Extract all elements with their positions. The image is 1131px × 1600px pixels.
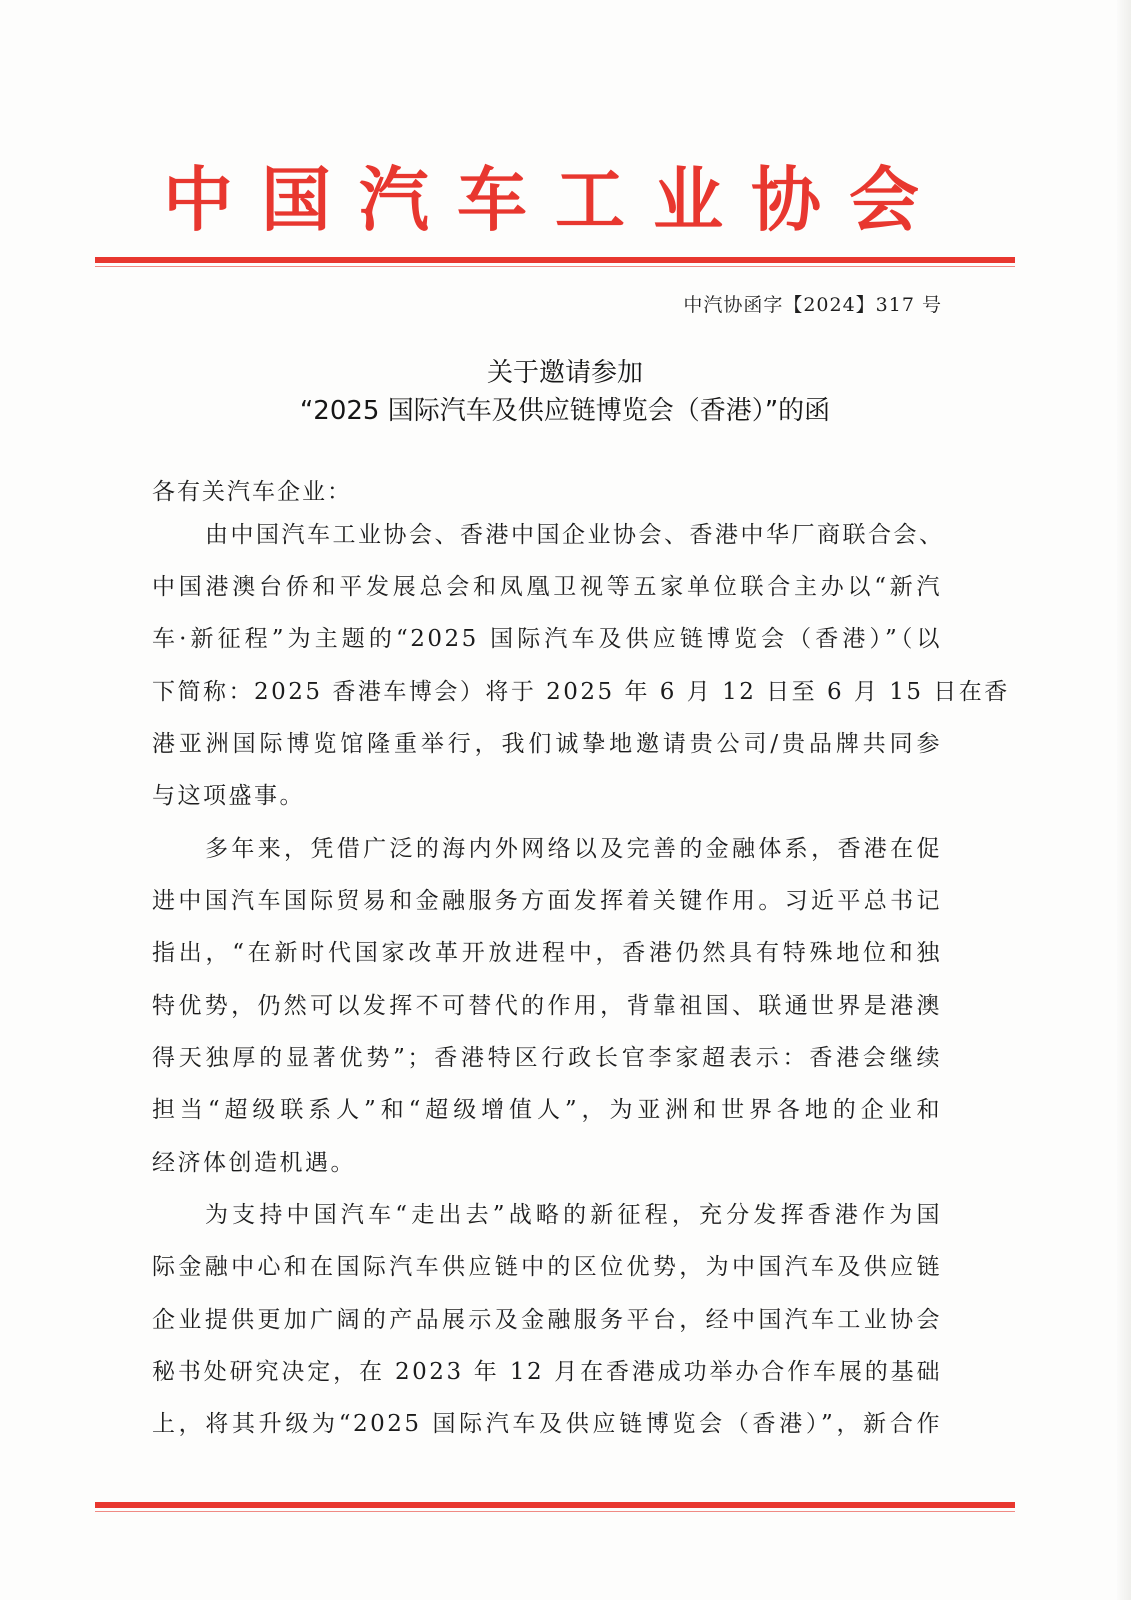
letterhead-rule-top-thin — [95, 266, 1015, 267]
letterhead-rule-top — [95, 257, 1015, 263]
paragraph-3-line-2: 际金融中心和在国际汽车供应链中的区位优势，为中国汽车及供应链 — [152, 1254, 942, 1280]
paragraph-3-line-4: 秘书处研究决定，在 2023 年 12 月在香港成功举办合作车展的基础 — [152, 1359, 942, 1385]
paragraph-1-line-1: 由中国汽车工业协会、香港中国企业协会、香港中华厂商联合会、 — [205, 522, 945, 548]
document-title-line-1: 关于邀请参加 — [486, 358, 643, 388]
document-title-line-2: “2025 国际汽车及供应链博览会（香港）”的函 — [299, 396, 831, 426]
paragraph-1-line-6: 与这项盛事。 — [152, 783, 305, 809]
paragraph-1-line-2: 中国港澳台侨和平发展总会和凤凰卫视等五家单位联合主办以“新汽 — [152, 574, 942, 600]
footer-rule — [95, 1502, 1015, 1508]
document-number: 中汽协函字【2024】317 号 — [683, 294, 942, 316]
paragraph-2-line-6: 担当“超级联系人”和“超级增值人”，为亚洲和世界各地的企业和 — [152, 1097, 942, 1123]
footer-rule-thin — [95, 1511, 1015, 1512]
paragraph-3-line-1: 为支持中国汽车“走出去”战略的新征程，充分发挥香港作为国 — [205, 1202, 942, 1228]
paragraph-2-line-2: 进中国汽车国际贸易和金融服务方面发挥着关键作用。习近平总书记 — [152, 888, 942, 914]
page-edge-shade — [1117, 0, 1131, 1600]
paragraph-2-line-4: 特优势，仍然可以发挥不可替代的作用，背靠祖国、联通世界是港澳 — [152, 993, 942, 1019]
salutation: 各有关汽车企业： — [152, 479, 352, 505]
paragraph-1-line-3: 车·新征程”为主题的“2025 国际汽车及供应链博览会（香港）”（以 — [152, 626, 942, 652]
paragraph-1-line-5: 港亚洲国际博览馆隆重举行，我们诚挚地邀请贵公司/贵品牌共同参 — [152, 731, 942, 757]
letterhead-org-name: 中国汽车工业协会 — [163, 159, 947, 241]
paragraph-2-line-7: 经济体创造机遇。 — [152, 1150, 356, 1176]
paragraph-1-line-4: 下简称：2025 香港车博会）将于 2025 年 6 月 12 日至 6 月 15 日在香 — [152, 679, 1010, 705]
paragraph-2-line-3: 指出，“在新时代国家改革开放进程中，香港仍然具有特殊地位和独 — [152, 940, 942, 966]
paragraph-3-line-5: 上，将其升级为“2025 国际汽车及供应链博览会（香港）”，新合作 — [152, 1411, 942, 1437]
paragraph-3-line-3: 企业提供更加广阔的产品展示及金融服务平台，经中国汽车工业协会 — [152, 1307, 942, 1333]
paragraph-2-line-1: 多年来，凭借广泛的海内外网络以及完善的金融体系，香港在促 — [205, 836, 942, 862]
paragraph-2-line-5: 得天独厚的显著优势”；香港特区行政长官李家超表示：香港会继续 — [152, 1045, 942, 1071]
